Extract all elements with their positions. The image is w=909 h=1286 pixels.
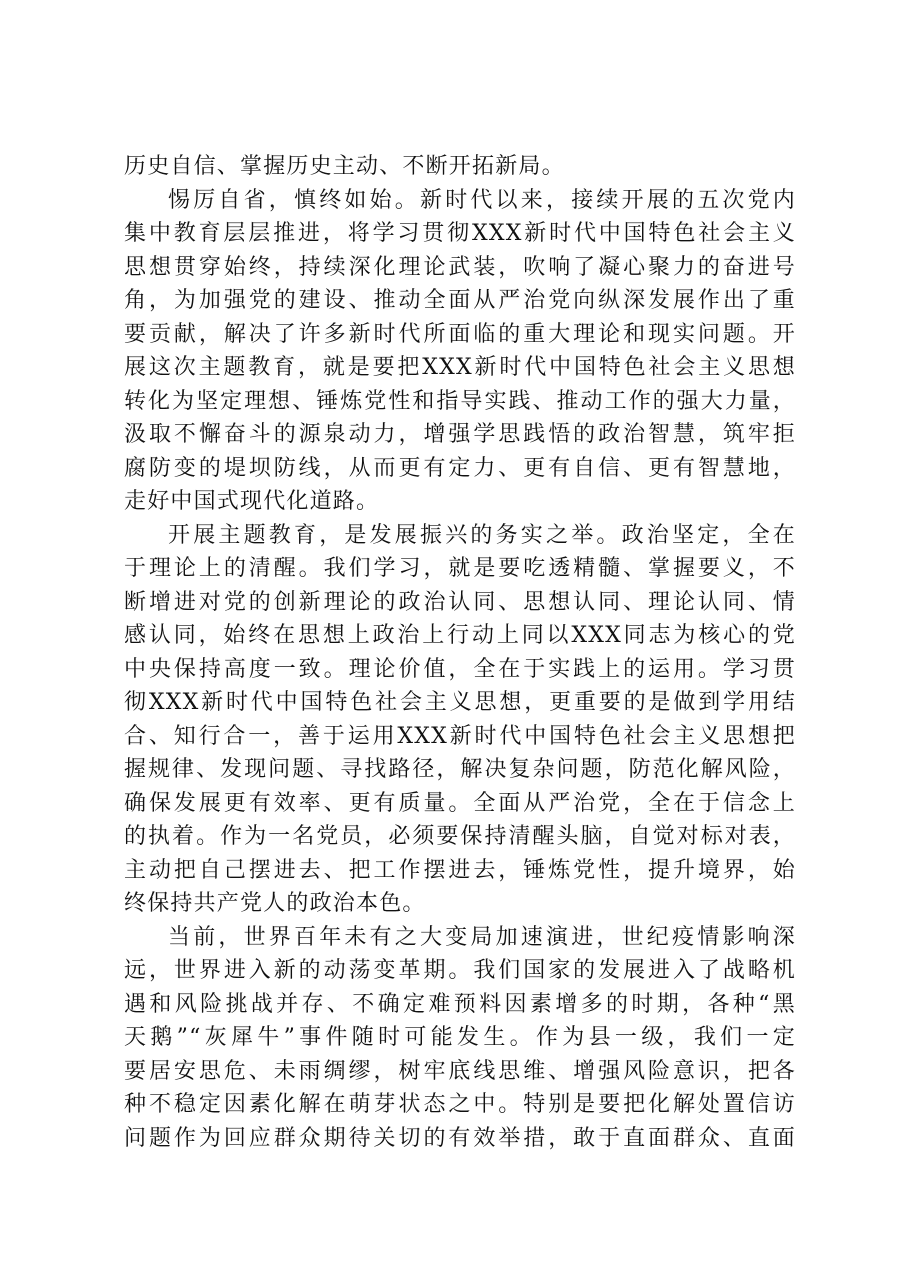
text-line: 思想贯穿始终，持续深化理论武装，吹响了凝心聚力的奋进号 [124, 254, 796, 280]
text-line: 开展主题教育，是发展振兴的务实之举。政治坚定，全在 [168, 522, 796, 548]
text-line: 远，世界进入新的动荡变革期。我们国家的发展进入了战略机 [124, 958, 796, 983]
text-line: 握规律、发现问题、寻找路径，解决复杂问题，防范化解风险， [124, 757, 796, 782]
text-line: 角，为加强党的建设、推动全面从严治党向纵深发展作出了重 [124, 288, 796, 313]
text-line: 集中教育层层推进，将学习贯彻XXX新时代中国特色社会主义 [124, 221, 796, 246]
text-line: 当前，世界百年未有之大变局加速演进，世纪疫情影响深 [168, 924, 796, 950]
document-body [124, 150, 796, 1155]
text-line: 主动把自己摆进去、把工作摆进去，锤炼党性，提升境界，始 [124, 857, 796, 883]
text-line: 终保持共产党人的政治本色。 [124, 891, 426, 916]
text-line: 要居安思危、未雨绸缪，树牢底线思维、增强风险意识，把各 [124, 1058, 796, 1084]
text-line: 汲取不懈奋斗的源泉动力，增强学思践悟的政治智慧，筑牢拒 [124, 422, 796, 447]
text-line: 确保发展更有效率、更有质量。全面从严治党，全在于信念上 [124, 790, 796, 816]
text-line: 遇和风险挑战并存、不确定难预料因素增多的时期，各种“黑 [124, 991, 796, 1017]
text-line: 走好中国式现代化道路。 [124, 489, 380, 514]
text-line: 彻XXX新时代中国特色社会主义思想，更重要的是做到学用结 [124, 690, 796, 715]
text-line: 种不稳定因素化解在萌芽状态之中。特别是要把化解处置信访 [124, 1092, 796, 1117]
text-line: 腐防变的堤坝防线，从而更有定力、更有自信、更有智慧地， [124, 455, 796, 481]
text-line: 要贡献，解决了许多新时代所面临的重大理论和现实问题。开 [124, 321, 796, 347]
text-line: 历史自信、掌握历史主动、不断开拓新局。 [124, 154, 565, 179]
text-line: 展这次主题教育，就是要把XXX新时代中国特色社会主义思想 [124, 355, 796, 380]
text-line: 转化为坚定理想、锤炼党性和指导实践、推动工作的强大力量， [124, 388, 796, 414]
text-line: 感认同，始终在思想上政治上行动上同以XXX同志为核心的党 [124, 623, 796, 648]
text-line: 天鹅”“灰犀牛”事件随时可能发生。作为县一级，我们一定 [124, 1025, 796, 1050]
text-line: 惕厉自省，慎终如始。新时代以来，接续开展的五次党内 [168, 187, 796, 213]
text-line: 于理论上的清醒。我们学习，就是要吃透精髓、掌握要义，不 [124, 556, 796, 581]
text-line: 断增进对党的创新理论的政治认同、思想认同、理论认同、情 [124, 589, 796, 615]
text-line: 的执着。作为一名党员，必须要保持清醒头脑，自觉对标对表， [124, 824, 796, 849]
text-line: 合、知行合一，善于运用XXX新时代中国特色社会主义思想把 [124, 723, 796, 749]
text-line: 中央保持高度一致。理论价值，全在于实践上的运用。学习贯 [124, 656, 796, 682]
text-line: 问题作为回应群众期待关切的有效举措，敢于直面群众、直面 [124, 1125, 796, 1151]
